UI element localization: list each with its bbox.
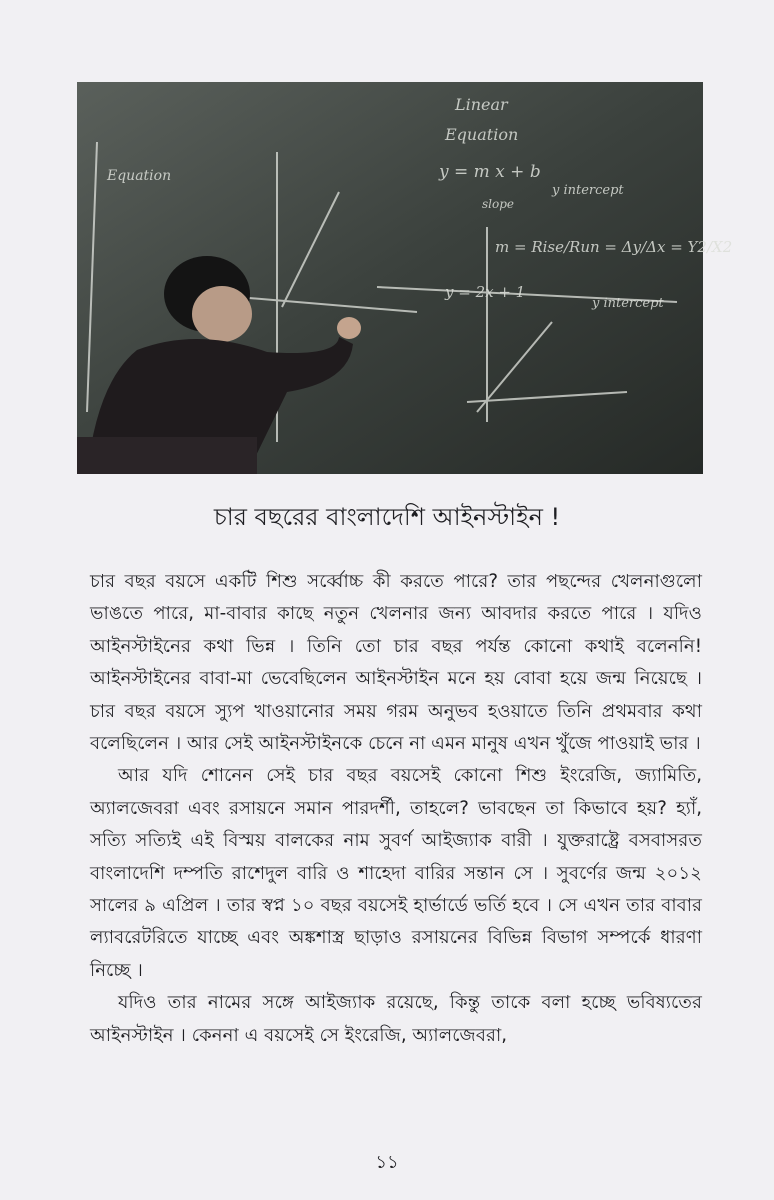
board-text: m = Rise/Run = Δy/Δx = Y2/X2	[495, 238, 733, 256]
board-text: Equation	[445, 125, 519, 144]
board-text: Equation	[107, 168, 172, 184]
paragraph: যদিও তার নামের সঙ্গে আইজ্যাক রয়েছে, কিন্তু তাকে বলা হচ্ছে ভবিষ্যতের আইনস্টাইন । কেননা এ বয়সেই সে ইংরেজি, অ্যালজেবরা,	[90, 992, 702, 1046]
paragraph: চার বছর বয়সে একটি শিশু সর্ব্বোচ্চ কী করতে পারে? তার পছন্দের খেলনাগুলো ভাঙতে পারে, মা-বাবার কাছে নতুন খেলনার জন্য আবদার করতে পারে । যদিও আইনস্টাইনের কথা ভিন্ন । তিনি তো চার বছর পর্যন্ত কোনো কথাই বলেননি! আইনস্টাইনের বাবা-মা ভেবেছিলেন আইনস্টাইন মনে হয় বোবা হয়ে জন্ম নিয়েছে । চার বছর বয়সে স্যুপ খাওয়ানোর সময় গরম অনুভব হওয়াতে তিনি প্রথমবার কথা বলেছিলেন । আর সেই আইনস্টাইনকে চেনে না এমন মানুষ এখন খুঁজে পাওয়াই ভার ।	[90, 571, 702, 755]
board-text: y intercept	[552, 183, 624, 198]
paragraph: আর যদি শোনেন সেই চার বছর বয়সেই কোনো শিশু ইংরেজি, জ্যামিতি, অ্যালজেবরা এবং রসায়নে সমান পারদর্শী, তাহলে? ভাবছেন তা কিভাবে হয়? হ্যাঁ, সত্যি সত্যিই এই বিস্ময় বালকের নাম সুবর্ণ আইজ্যাক বারী । যুক্তরাষ্ট্রে বসবাসরত বাংলাদেশি দম্পতি রাশেদুল বারি ও শাহেদা বারির সন্তান সে । সুবর্ণের জন্ম ২০১২ সালের ৯ এপ্রিল । তার স্বপ্ন ১০ বছর বয়সেই হার্ভার্ডে ভর্তি হবে । সে এখন তার বাবার ল্যাবরেটরিতে যাচ্ছে এবং অঙ্কশাস্ত্র ছাড়াও রসায়নের বিভিন্ন বিভাগ সম্পর্কে ধারণা নিচ্ছে ।	[90, 765, 702, 981]
board-text: slope	[482, 197, 515, 211]
board-text: y = m x + b	[439, 162, 541, 182]
board-text: y intercept	[592, 296, 664, 311]
page-number: ১১	[375, 1152, 399, 1173]
article-body	[90, 566, 702, 1052]
board-text: y = 2x + 1	[445, 283, 526, 301]
photo-boy-at-blackboard	[77, 82, 733, 474]
board-text: Linear	[455, 95, 508, 114]
article-title: চার বছরের বাংলাদেশি আইনস্টাইন !	[213, 503, 561, 531]
